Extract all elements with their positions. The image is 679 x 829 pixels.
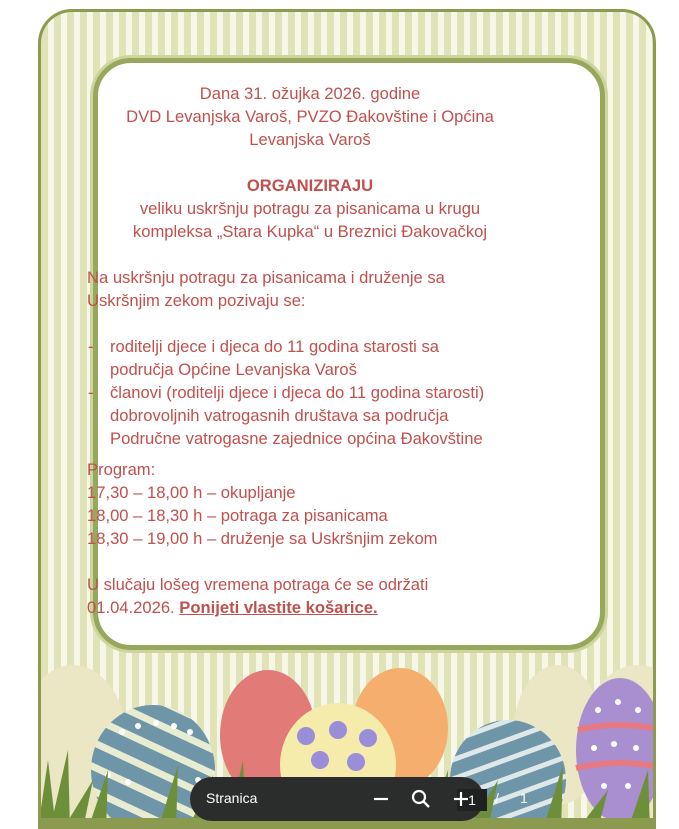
program-line: 18,00 – 18,30 h – potraga za pisanicama — [87, 506, 388, 525]
invitation-text — [85, 82, 535, 619]
list-item — [85, 381, 535, 450]
organize-title: ORGANIZIRAJU — [246, 176, 374, 195]
list-line: članovi (roditelji djece i djeca do 11 godina starosti) — [110, 383, 485, 402]
invitee-list — [85, 335, 535, 450]
list-line: roditelji djece i djeca do 11 godina starosti sa — [110, 337, 439, 356]
total-pages: 1 — [520, 790, 528, 806]
program-line: 17,30 – 18,00 h – okupljanje — [87, 483, 296, 502]
intro-block — [85, 82, 535, 151]
page-separator: / — [495, 790, 499, 806]
invite-line: Na uskršnju potragu za pisanicama i druženje sa — [87, 268, 445, 287]
organize-block — [85, 174, 535, 243]
pdf-toolbar — [190, 777, 528, 821]
program-block — [85, 458, 535, 550]
invite-block — [85, 266, 535, 312]
weather-line-2 — [87, 596, 535, 619]
list-dash: - — [88, 337, 94, 356]
list-dash: - — [88, 383, 94, 402]
page-label: Stranica — [206, 790, 258, 806]
program-title: Program: — [87, 460, 156, 479]
organize-line: veliku uskršnju potragu za pisanicama u krugu — [139, 199, 481, 218]
intro-line: Levanjska Varoš — [249, 130, 371, 149]
organize-line: kompleksa „Stara Kupka“ u Breznici Đakovačkoj — [132, 222, 488, 241]
weather-date: 01.04.2026. — [87, 598, 175, 617]
intro-line: Dana 31. ožujka 2026. godine — [199, 84, 421, 103]
intro-line: DVD Levanjska Varoš, PVZO Đakovštine i Općina — [126, 107, 494, 126]
list-line: područja Općine Levanjska Varoš — [110, 360, 357, 379]
list-item — [85, 335, 535, 381]
plus-icon[interactable] — [448, 786, 474, 812]
magnifier-icon[interactable] — [408, 786, 434, 812]
bring-baskets-note: Ponijeti vlastite košarice. — [179, 598, 378, 617]
minus-icon[interactable] — [368, 786, 394, 812]
invite-line: Uskršnjim zekom pozivaju se: — [87, 291, 306, 310]
list-line: Područne vatrogasne zajednice općina Đakovštine — [110, 429, 483, 448]
weather-line: U slučaju lošeg vremena potraga će se održati — [87, 575, 429, 594]
weather-block — [85, 573, 535, 619]
list-line: dobrovoljnih vatrogasnih društava sa područja — [110, 406, 449, 425]
program-line: 18,30 – 19,00 h – druženje sa Uskršnjim zekom — [87, 529, 438, 548]
